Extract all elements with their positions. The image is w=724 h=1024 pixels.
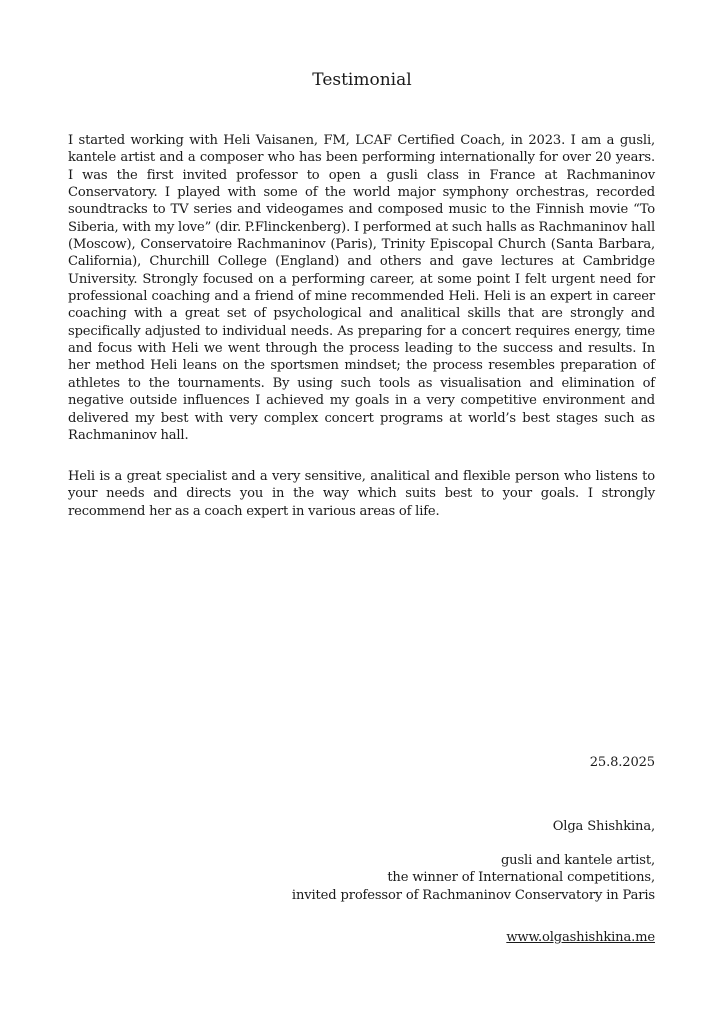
document-title: Testimonial <box>312 70 412 90</box>
website-link[interactable]: www.olgashishkina.me <box>506 930 655 945</box>
signature-name: Olga Shishkina, <box>552 819 655 834</box>
testimonial-paragraph-2: Heli is a great specialist and a very sensitive, analitical and flexible person who listens to your needs and directs you in the way which suits best to your goals. I strongly recommend her as a coach expert in various areas of life. <box>68 469 655 519</box>
signature-roles <box>292 852 655 904</box>
signature-role-3: invited professor of Rachmaninov Conservatory in Paris <box>291 887 655 903</box>
signature-role-2: the winner of International competitions, <box>387 870 655 886</box>
document-date: 25.8.2025 <box>589 755 655 770</box>
signature-role-1: gusli and kantele artist, <box>500 853 655 868</box>
testimonial-paragraph-1: I started working with Heli Vaisanen, FM, LCAF Certified Coach, in 2023. I am a gusli, kantele artist and a composer who has been performing internationally for over 20 years. I was the first invited professor to open a gusli class in France at Rachmaninov Conservatory. I played with some of the world major symphony orchestras, recorded soundtracks to TV series and videogames and composed music to the Finnish movie “To Siberia, with my love” (dir. P.Flinckenberg). I performed at such halls as Rachmaninov hall (Moscow), Conservatoire Rachmaninov (Paris), Trinity Episcopal Church (Santa Barbara, California), Churchill College (England) and others and gave lectures at Cambridge University. Strongly focused on a performing career, at some point I felt urgent need for professional coaching and a friend of mine recommended Heli. Heli is an expert in career coaching with a great set of psychological and analitical skills that are strongly and specifically adjusted to individual needs. As preparing for a concert requires energy, time and focus with Heli we went through the process leading to the success and results. In her method Heli leans on the sportsmen mindset; the process resembles preparation of athletes to the tournaments. By using such tools as visualisation and elimination of negative outside influences I achieved my goals in a very competitive environment and delivered my best with very complex concert programs at world’s best stages such as Rachmaninov hall. <box>68 133 655 443</box>
